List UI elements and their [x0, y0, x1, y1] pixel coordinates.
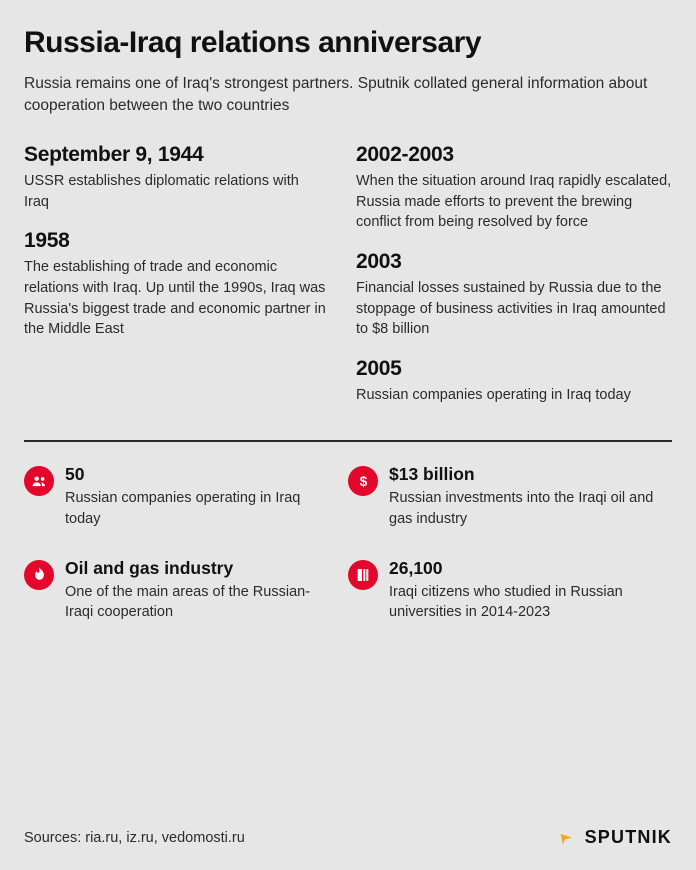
fact-item	[24, 558, 348, 623]
book-icon	[348, 560, 378, 590]
fact-body	[65, 464, 334, 529]
fact-value: 50	[65, 464, 85, 485]
timeline-event	[24, 143, 326, 212]
event-year: 2003	[356, 249, 402, 273]
logo-text: SPUTNIK	[584, 827, 672, 847]
fact-description: One of the main areas of the Russian-Iraqi cooperation	[65, 583, 311, 621]
facts-grid	[24, 464, 672, 650]
fact-item	[348, 558, 672, 623]
timeline-event	[356, 250, 672, 340]
section-divider	[24, 440, 672, 442]
fact-value: $13 billion	[389, 464, 475, 485]
fact-value: Oil and gas industry	[65, 557, 234, 578]
timeline-event	[356, 143, 672, 233]
timeline-column-left	[24, 143, 348, 422]
event-year: 2005	[356, 356, 402, 380]
fact-body	[389, 464, 658, 529]
event-text: The establishing of trade and economic relations with Iraq. Up until the 1990s, Iraq was Russia's biggest trade and economic partner in the Middle East	[24, 259, 326, 338]
people-icon	[24, 466, 54, 496]
event-year: 1958	[24, 229, 70, 253]
fact-description: Russian companies operating in Iraq today	[65, 490, 301, 528]
sputnik-logo	[558, 827, 672, 848]
fact-item	[348, 464, 672, 529]
fact-item	[24, 464, 348, 529]
event-year: September 9, 1944	[24, 143, 204, 166]
fact-description: Iraqi citizens who studied in Russian universities in 2014-2023	[389, 583, 623, 621]
timeline-event	[356, 357, 672, 406]
arrow-icon	[558, 828, 578, 848]
event-year: 2002-2003	[356, 143, 454, 166]
svg-text:$: $	[359, 474, 367, 490]
event-text: USSR establishes diplomatic relations with Iraq	[24, 173, 299, 210]
page-subtitle: Russia remains one of Iraq's strongest partners. Sputnik collated general information about cooperation between the two countries	[24, 75, 648, 114]
event-text: Financial losses sustained by Russia due to the stoppage of business activities in Iraq amounted to $8 billion	[356, 280, 666, 338]
timeline-column-right	[348, 143, 672, 422]
event-text: Russian companies operating in Iraq today	[356, 386, 631, 403]
timeline-event	[24, 229, 326, 339]
fact-value: 26,100	[389, 557, 443, 578]
fact-description: Russian investments into the Iraqi oil and gas industry	[389, 490, 654, 528]
flame-icon	[24, 560, 54, 590]
event-text: When the situation around Iraq rapidly escalated, Russia made efforts to prevent the brewing conflict from being resolved by force	[356, 173, 672, 231]
page-title: Russia-Iraq relations anniversary	[24, 26, 482, 59]
fact-body	[389, 558, 658, 623]
timeline	[24, 143, 672, 422]
fact-body	[65, 558, 334, 623]
dollar-icon	[348, 466, 378, 496]
sources-text: Sources: ria.ru, iz.ru, vedomosti.ru	[24, 829, 245, 846]
footer	[24, 827, 672, 848]
